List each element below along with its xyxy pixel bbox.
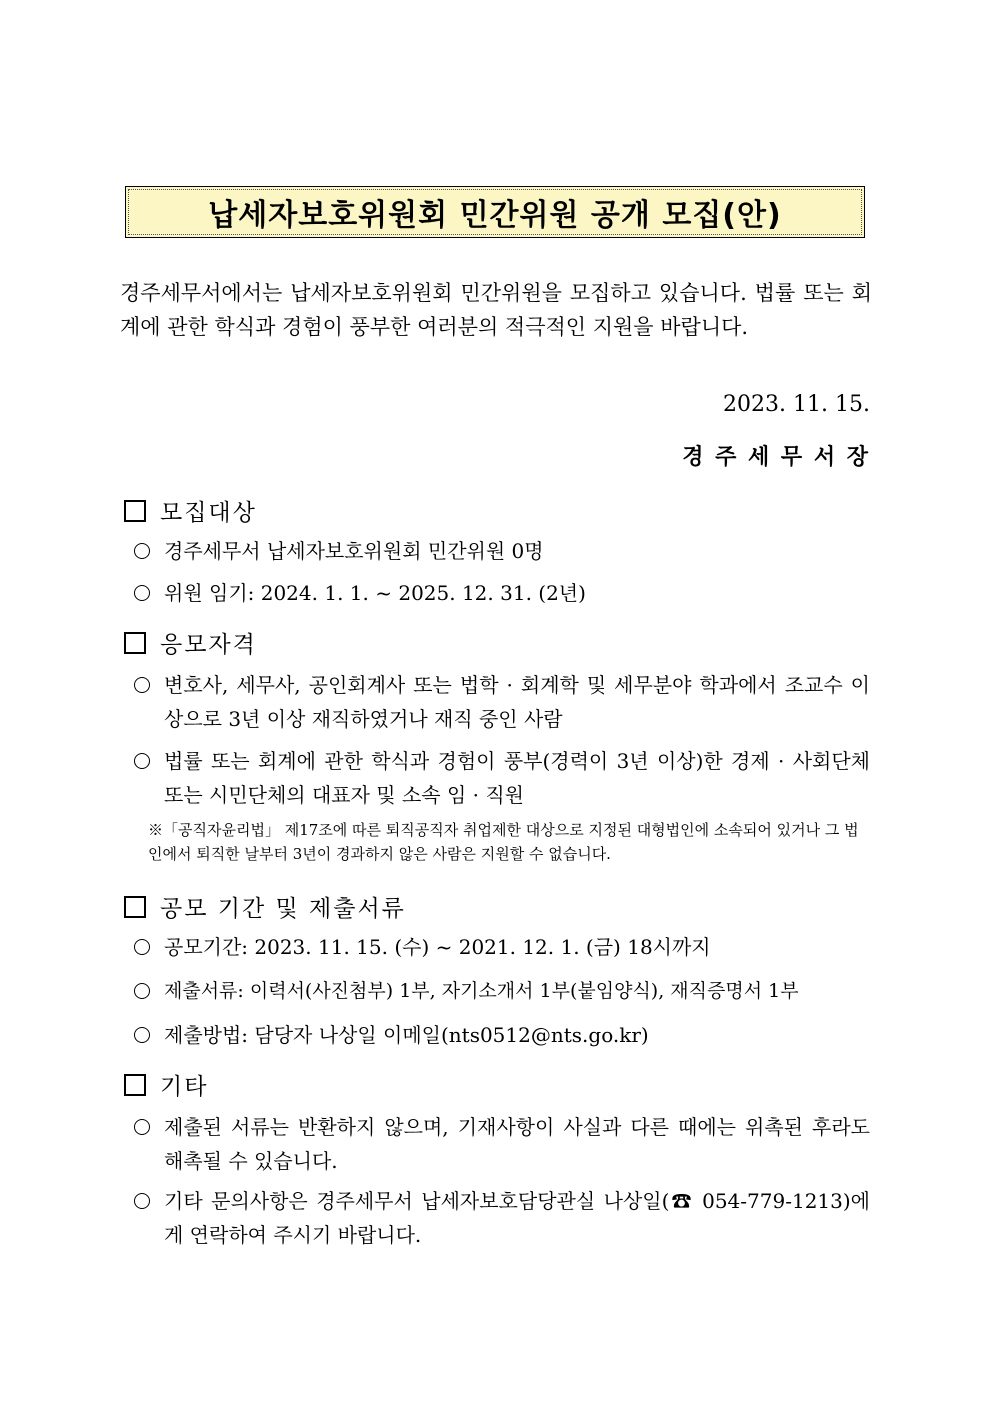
section-label: 모집대상 [160,500,257,526]
circle-bullet-icon [134,939,150,955]
list-item-text: 제출된 서류는 반환하지 않으며, 기재사항이 사실과 다른 때에는 위촉된 후라도 해촉될 수 있습니다. [164,1115,870,1173]
circle-bullet-icon [134,1027,150,1043]
list-item-text: 공모기간: 2023. 11. 15. (수) ~ 2021. 12. 1. (금) 18시까지 [164,935,711,959]
list-item-text: 경주세무서 납세자보호위원회 민간위원 0명 [164,539,544,563]
list-item [134,1184,870,1252]
list-item-text: 법률 또는 회계에 관한 학식과 경험이 풍부(경력이 3년 이상)한 경제 · 사회단체 또는 시민단체의 대표자 및 소속 임 · 직원 [164,749,870,807]
list-item-text: 제출방법: 담당자 나상일 이메일(nts0512@nts.go.kr) [164,1023,649,1047]
section-heading-application-period [124,890,406,923]
circle-bullet-icon [134,677,150,693]
circle-bullet-icon [134,543,150,559]
document-title: 납세자보호위원회 민간위원 공개 모집(안) [208,198,782,233]
list-item [134,1018,870,1052]
list-item [134,930,870,964]
title-box [125,186,865,238]
checkbox-square-icon [124,1074,146,1096]
list-item-text: 제출서류: 이력서(사진첨부) 1부, 자기소개서 1부(붙임양식), 재직증명서 1부 [164,980,799,1002]
section-label: 기타 [160,1074,209,1100]
intro-paragraph: 경주세무서에서는 납세자보호위원회 민간위원을 모집하고 있습니다. 법률 또는 회계에 관한 학식과 경험이 풍부한 여러분의 적극적인 지원을 바랍니다. [120,281,872,339]
section-heading-other [124,1068,208,1101]
section-heading-qualifications [124,626,257,659]
circle-bullet-icon [134,1119,150,1135]
list-item [134,974,870,1008]
circle-bullet-icon [134,585,150,601]
list-item-text: 변호사, 세무사, 공인회계사 또는 법학 · 회계학 및 세무분야 학과에서 조교수 이상으로 3년 이상 재직하였거나 재직 중인 사람 [164,673,870,731]
section-label: 공모 기간 및 제출서류 [160,896,406,922]
list-item [134,668,870,736]
list-item-text: 기타 문의사항은 경주세무서 납세자보호담당관실 나상일(☎ 054-779-1213)에게 연락하여 주시기 바랍니다. [164,1189,870,1247]
checkbox-square-icon [124,500,146,522]
list-item [134,744,870,812]
checkbox-square-icon [124,632,146,654]
list-item [134,534,870,568]
list-item [134,1110,870,1178]
list-item [134,576,870,610]
circle-bullet-icon [134,1193,150,1209]
document-date: 2023. 11. 15. [723,392,870,417]
circle-bullet-icon [134,983,150,999]
eligibility-note: ※「공직자윤리법」 제17조에 따른 퇴직공직자 취업제한 대상으로 지정된 대형법인에 소속되어 있거나 그 법인에서 퇴직한 날부터 3년이 경과하지 않은 사람은 지원할 수 없습니다. [148,821,859,863]
section-heading-recruitment-target [124,494,257,527]
list-item-text: 위원 임기: 2024. 1. 1. ~ 2025. 12. 31. (2년) [164,581,586,605]
circle-bullet-icon [134,753,150,769]
signer: 경 주 세 무 서 장 [682,444,870,470]
checkbox-square-icon [124,896,146,918]
section-label: 응모자격 [160,632,257,658]
